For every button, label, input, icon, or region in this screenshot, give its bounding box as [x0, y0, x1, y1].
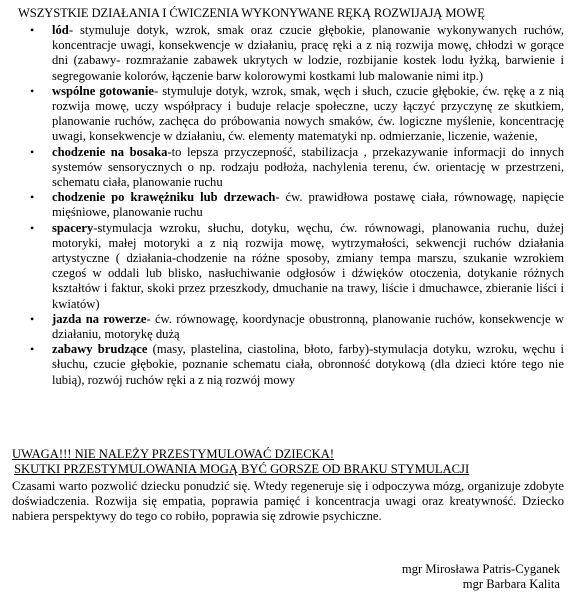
list-item — [30, 342, 564, 388]
document-title: WSZYSTKIE DZIAŁANIA I ĆWICZENIA WYKONYWANE RĘKĄ ROZWIJAJĄ MOWĘ — [18, 6, 485, 20]
bullet-icon: • — [30, 342, 35, 357]
item-text: - ćw. prawidłowa postawę ciała, równowagę, napięcie mięśniowe, planowanie ruchu — [52, 190, 564, 220]
bullet-icon: • — [30, 83, 35, 98]
signature-2: mgr Barbara Kalita — [462, 577, 560, 592]
item-term: chodzenie po krawężniku lub drzewach — [52, 190, 276, 205]
item-term: lód — [52, 23, 69, 37]
bullet-icon: • — [30, 23, 35, 37]
list-item — [30, 83, 564, 145]
bullet-icon: • — [30, 220, 35, 235]
list-item — [30, 311, 565, 342]
item-text: - stymuluje dotyk, wzrok, smak, węch i słuch, czucie głębokie, ćw. rękę a z nią rozwija mowę, uczy współpracy i buduje relacje społeczne, uczy łączyć przyczynę ze skutkiem, planowanie ruchów, zachęca do próbowania nowych smaków, ćw. logiczne myślenie, koncentrację uwagi, konsekwencje w działaniu, ćw. elementy matematyki np. odmierzanie, liczenie, ważenie, — [52, 83, 564, 144]
signature-block — [402, 562, 560, 592]
warning-block — [12, 447, 564, 477]
bullet-icon: • — [30, 190, 35, 205]
item-text: (masy, plastelina, ciastolina, błoto, farby)-stymulacja dotyku, wzroku, węchu i słuchu, czucie głębokie, poznanie schematu ciała, obronność dotykową (dla dzieci które tego nie lubią), rozwój ruchów ręki a z nią rozwój mowy — [52, 342, 564, 387]
list-item — [30, 144, 564, 191]
item-term: jazda na rowerze — [52, 311, 147, 326]
warning-line-1: UWAGA!!! NIE NALEŻY PRZESTYMULOWAĆ DZIECKA! — [12, 447, 335, 461]
signature-1: mgr Mirosława Patris-Cyganek — [401, 562, 560, 576]
item-term: chodzenie na bosaka — [52, 144, 168, 159]
list-item — [30, 190, 564, 220]
list-item — [30, 220, 564, 312]
list-item — [30, 23, 564, 84]
item-text: -to lepsza przyczepność, stabilizacja , przekazywanie informacji do innych systemów sensorycznych o np. rodzaju podłoża, nachylenia terenu, ćw. orientację w przestrzeni, schematu ciała, planowanie ruchu — [52, 144, 564, 190]
item-term: spacery — [52, 220, 94, 235]
closing-paragraph: Czasami warto pozwolić dziecku ponudzić się. Wtedy regeneruje się i odpoczywa mózg, organizuje zdobyte doświadczenia. Rozwija się empatia, poprawia pamięć i koncentracja uwagi oraz kreatywność. Dziecko nabiera perspektywy do tego co robiło, poprawia się zdrowie psychiczne. — [12, 479, 564, 524]
bullet-icon: • — [30, 144, 35, 159]
item-term: zabawy brudzące — [52, 342, 148, 357]
item-text: -stymulacja wzroku, słuchu, dotyku, węchu, ćw. równowagi, planowania ruchu, dużej motoryki, małej motoryki a z nią rozwija mowę, wytrzymałości, sekwencji ruchów działania artystyczne ( działania-chodzenie na różne sposoby, zmiany tempa marszu, szukanie wzrokiem czegoś w oddali lub blisko, nasłuchiwanie odgłosów i dźwięków otoczenia, dotykanie różnych kształtów i faktur, skoki przez przeszkody, dmuchanie na trawy, liście i dmuchawce, zbieranie liści i kwiatów) — [52, 220, 564, 311]
activity-list — [30, 23, 565, 388]
bullet-icon: • — [30, 311, 35, 326]
item-term: wspólne gotowanie — [52, 83, 154, 98]
item-text: - ćw. równowagę, koordynacje obustronną, planowanie ruchów, konsekwencje w działaniu, motorykę dużą — [52, 311, 565, 342]
item-text: - stymuluje dotyk, wzrok, smak oraz czucie głębokie, planowanie wykonywanych ruchów, koncentracje uwagi, konsekwencje w działaniu, pracę ręki a z nią rozwija mowę, chłodzi w gorące dni (zabawy- rozmrażanie zabawek ukrytych w lodzie, rozbijanie kostek lodu łyżką, barwienie i segregowanie kolorów, łączenie barw kolorowymi kostkami lub malowanie nimi itp.) — [52, 23, 564, 83]
warning-line-2: SKUTKI PRZESTYMULOWANIA MOGĄ BYĆ GORSZE OD BRAKU STYMULACJI — [14, 462, 470, 477]
